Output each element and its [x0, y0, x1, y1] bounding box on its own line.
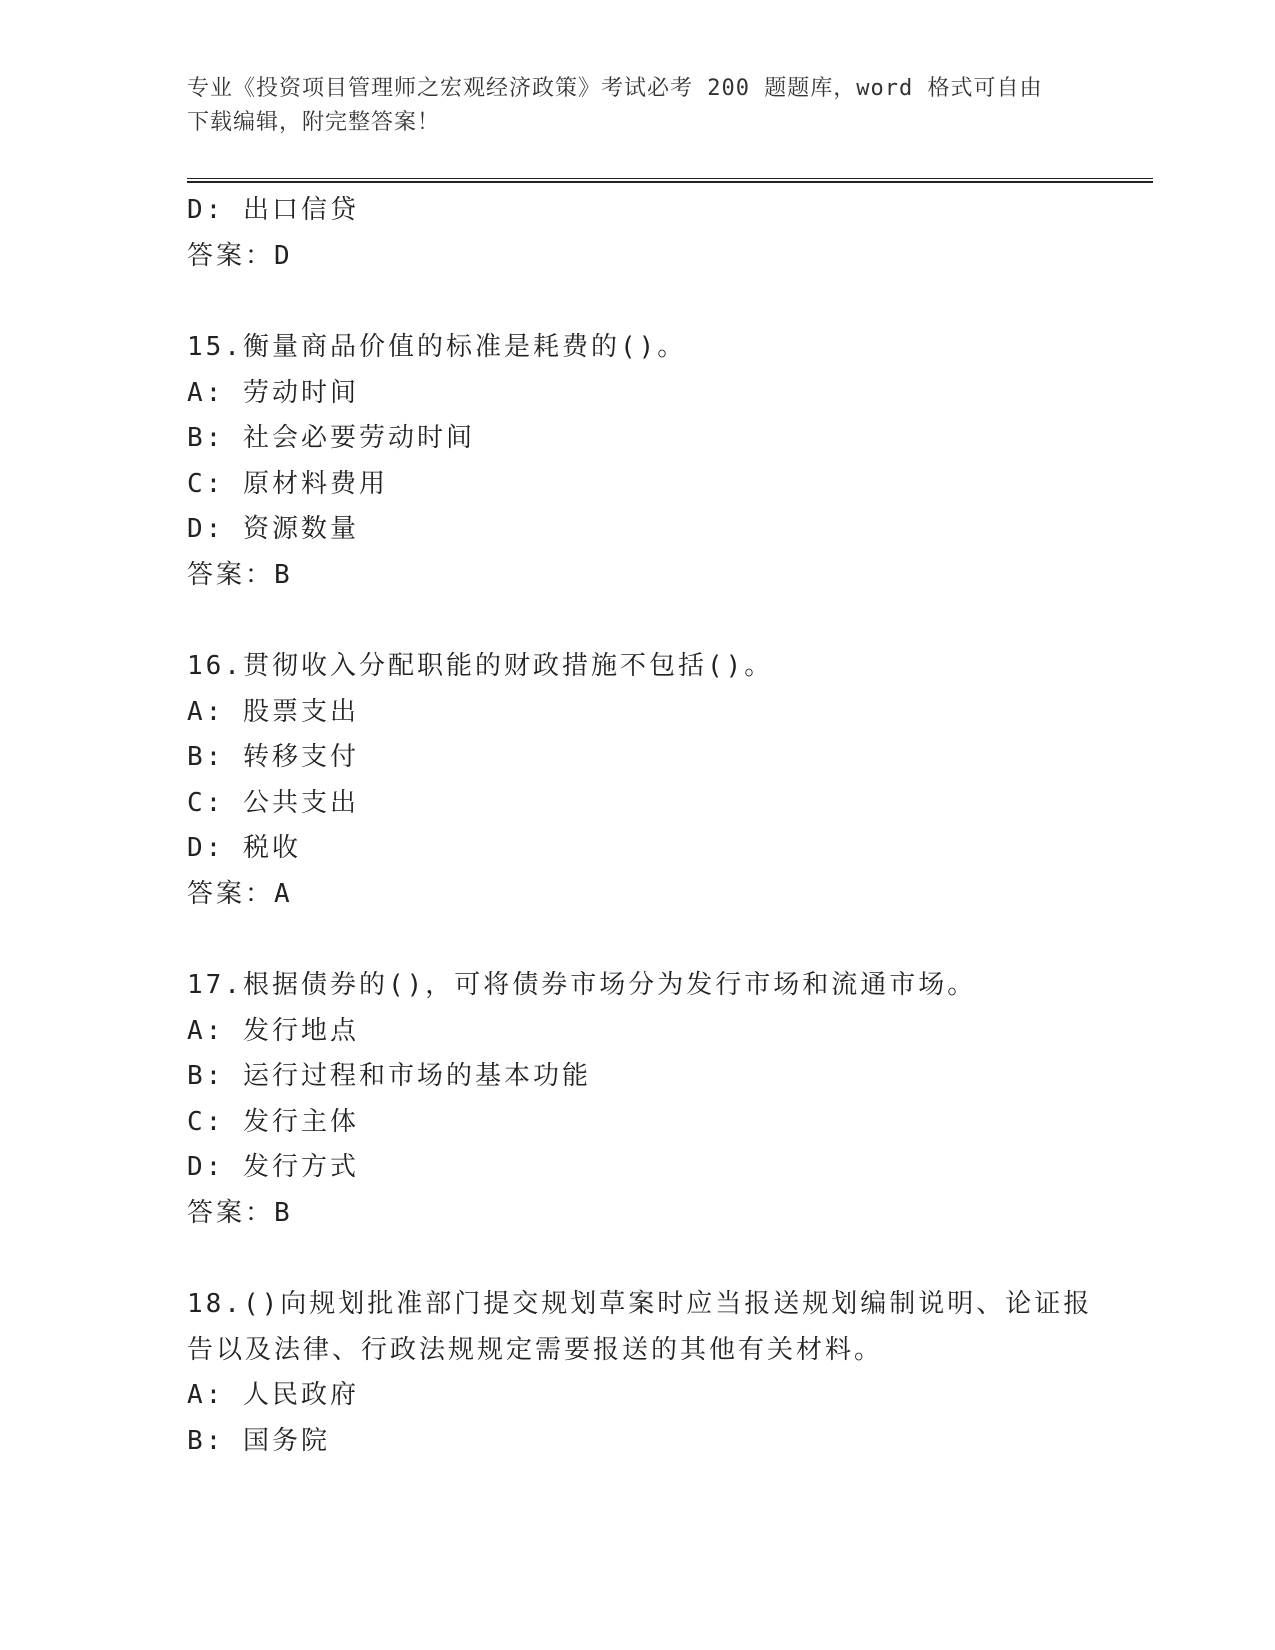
prev-option-d: D: 出口信贷	[187, 195, 359, 225]
option-c: C: 原材料费用	[187, 468, 388, 499]
spacer	[187, 279, 1087, 325]
header-line-2: 下载编辑，附完整答案！	[187, 110, 441, 135]
spacer	[187, 917, 1087, 963]
answer: 答案：B	[187, 559, 293, 590]
option-a: A: 发行地点	[187, 1015, 359, 1046]
prev-answer: 答案：D	[187, 240, 293, 271]
option-b: B: 运行过程和市场的基本功能	[187, 1061, 591, 1091]
answer: 答案：A	[187, 878, 293, 909]
question-list	[187, 188, 1093, 1464]
header-divider	[187, 178, 1153, 183]
answer: 答案：B	[187, 1197, 293, 1228]
question-stem: 15.衡量商品价值的标准是耗费的()。	[187, 332, 687, 362]
question-15	[187, 325, 1087, 598]
option-a: A: 人民政府	[187, 1380, 359, 1410]
question-16	[187, 644, 1087, 917]
option-b: B: 社会必要劳动时间	[187, 423, 475, 453]
question-stem-line-2: 告以及法律、行政法规规定需要报送的其他有关材料。	[187, 1334, 884, 1365]
option-d: D: 资源数量	[187, 514, 359, 544]
question-17	[187, 963, 1087, 1236]
option-b: B: 转移支付	[187, 742, 359, 772]
spacer	[187, 598, 1087, 644]
question-18	[187, 1282, 1093, 1464]
document-header	[187, 72, 1087, 140]
question-stem-line-1: 18.()向规划批准部门提交规划草案时应当报送规划编制说明、论证报	[187, 1289, 1093, 1319]
option-a: A: 劳动时间	[187, 377, 359, 408]
option-c: C: 发行主体	[187, 1106, 359, 1137]
option-c: C: 公共支出	[187, 787, 359, 818]
header-line-1: 专业《投资项目管理师之宏观经济政策》考试必考 200 题题库，word 格式可自由	[187, 76, 1043, 101]
option-d: D: 税收	[187, 833, 301, 863]
option-b: B: 国务院	[187, 1425, 330, 1456]
question-stem: 16.贯彻收入分配职能的财政措施不包括()。	[187, 651, 774, 681]
option-a: A: 股票支出	[187, 696, 359, 727]
question-stem: 17.根据债券的()，可将债券市场分为发行市场和流通市场。	[187, 970, 977, 1000]
spacer	[187, 1236, 1087, 1282]
option-d: D: 发行方式	[187, 1152, 359, 1182]
